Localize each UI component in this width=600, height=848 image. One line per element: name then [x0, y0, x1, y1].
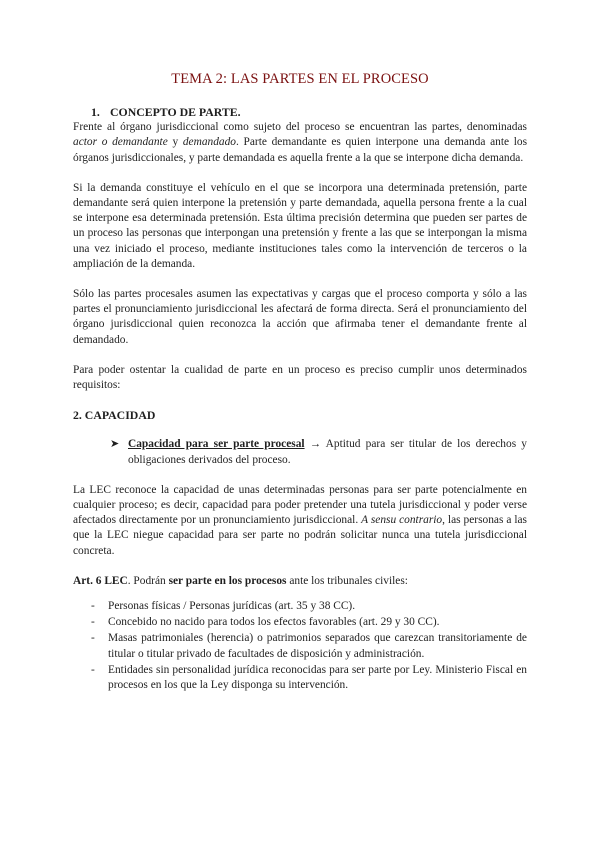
paragraph-concepto-3: Sólo las partes procesales asumen las expectativas y cargas que el proceso comporta y sólo a las partes el pronunciamiento jurisdiccional les afectará de forma directa. Será el pronunciamiento del órgano jurisdiccional quien reconozca la acción que afirmaba tener el demandante frente al demandado.: [73, 288, 527, 346]
bold-run: ser parte en los procesos: [168, 574, 287, 587]
article-line: [73, 574, 527, 589]
dash-bullet: -: [91, 600, 95, 613]
list-item: [73, 599, 527, 614]
list-item: [73, 631, 527, 661]
paragraph-capacidad-1: [73, 483, 527, 559]
italic-run: actor o demandante: [73, 136, 168, 149]
arrow-list-item: [110, 437, 527, 467]
text-run: Frente al órgano jurisdiccional como sujeto del proceso se encuentran las partes, denominadas: [73, 121, 527, 134]
dash-bullet: -: [91, 616, 95, 629]
italic-run: demandado: [182, 136, 236, 149]
dash-list: [73, 599, 527, 693]
list-item-text: Concebido no nacido para todos los efectos favorables (art. 29 y 30 CC).: [108, 616, 440, 629]
dash-bullet: -: [91, 663, 95, 676]
section-heading-capacidad: 2. CAPACIDAD: [73, 408, 156, 423]
list-item-text: Personas físicas / Personas jurídicas (art. 35 y 38 CC).: [108, 600, 356, 613]
arrow-item-text: [128, 437, 527, 467]
text-run: → Aptitud para ser titular de los derechos y obligaciones derivados del proceso.: [128, 438, 527, 466]
italic-run: A sensu contrario: [361, 514, 443, 527]
paragraph-concepto-1: [73, 120, 527, 166]
text-run: . Podrán: [127, 574, 169, 587]
text-run: , las personas a las que la LEC niegue capacidad para ser parte no podrán solicitar nunca una tutela jurisdiccional concreta.: [73, 514, 527, 557]
term-label: Capacidad para ser parte procesal: [128, 438, 305, 451]
section-heading-text: CONCEPTO DE PARTE.: [110, 105, 241, 119]
text-run: La LEC reconoce la capacidad de unas determinadas personas para ser parte potencialmente en cualquier proceso; es decir, capacidad para poder pretender una tutela jurisdiccional y poder verse afectados directamente por un pronunciamiento jurisdiccional.: [73, 483, 527, 527]
text-run: . Parte demandante es quien interpone una demanda ante los órganos jurisdiccionales, y parte demandada es aquella frente a la que se interpone dicha demanda.: [73, 136, 528, 164]
list-item-text: Entidades sin personalidad jurídica reconocidas para ser parte por Ley. Ministerio Fiscal en procesos en los que la Ley disponga su intervención.: [108, 663, 527, 692]
list-item: [73, 615, 527, 630]
paragraph-concepto-4: Para poder ostentar la cualidad de parte en un proceso es preciso cumplir unos determinados requisitos:: [73, 363, 527, 392]
section-number: 1.: [91, 105, 100, 119]
text-run: y: [167, 136, 183, 149]
list-item-text: Masas patrimoniales (herencia) o patrimonios separados que carezcan transitoriamente de titular o titular privado de facultades de disposición y administración.: [108, 632, 527, 660]
text-run: ante los tribunales civiles:: [286, 574, 408, 587]
list-item: [73, 663, 527, 693]
page-title: TEMA 2: LAS PARTES EN EL PROCESO: [171, 71, 429, 87]
section-heading-concepto: [73, 105, 527, 120]
article-label: Art. 6 LEC: [73, 574, 128, 587]
paragraph-concepto-2: Si la demanda constituye el vehículo en el que se incorpora una determinada pretensión, parte demandante será quien interpone la pretensión y parte demandada, aquella persona frente a la cual se interpone esa determinada pretensión. Esta última precisión determina que pueden ser partes de un proceso las personas que interpongan una pretensión y frente a las que se interpongan la misma una vez iniciado el proceso, mediante instituciones tales como la intervención de terceros o la ampliación de la demanda.: [73, 181, 527, 270]
arrow-bullet-icon: ➤: [110, 438, 120, 451]
dash-bullet: -: [91, 632, 95, 645]
